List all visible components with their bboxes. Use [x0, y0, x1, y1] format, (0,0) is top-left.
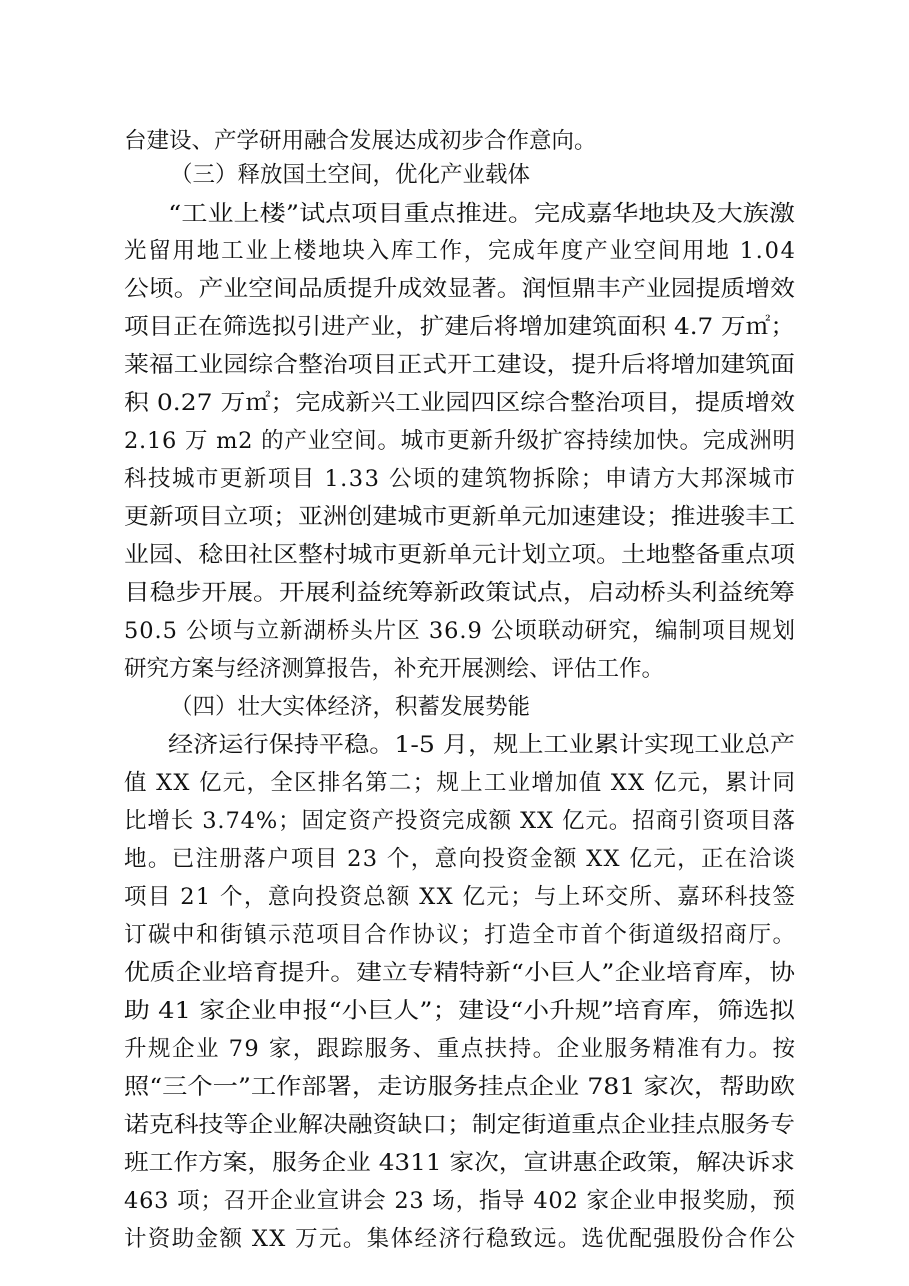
text-line-content: 订碳中和街镇示范项目合作协议；打造全市首个街道级招商厅。	[124, 922, 797, 948]
text-line	[0, 348, 909, 382]
text-line-content: 项目 21 个，意向投资总额 XX 亿元；与上环交所、嘉环科技签	[124, 884, 797, 910]
text-line	[0, 500, 909, 534]
text-line-content: 科技城市更新项目 1.33 公顷的建筑物拆除；申请方大邦深城市	[124, 466, 797, 492]
text-line	[0, 462, 909, 496]
text-line	[0, 1108, 909, 1142]
text-line	[0, 1184, 909, 1218]
section-heading-text: （三）释放国土空间，优化产业载体	[170, 162, 531, 188]
text-line	[0, 197, 909, 231]
text-line	[0, 652, 909, 686]
text-line	[0, 918, 909, 952]
text-line-content: 积 0.27 万㎡；完成新兴工业园四区综合整治项目，提质增效	[124, 390, 796, 416]
text-line-content: 463 项；召开企业宣讲会 23 场，指导 402 家企业申报奖励，预	[124, 1188, 796, 1214]
section-heading	[0, 158, 909, 192]
text-line-content: 比增长 3.74%；固定资产投资完成额 XX 亿元。招商引资项目落	[124, 808, 796, 834]
text-line-content: 计资助金额 XX 万元。集体经济行稳致远。选优配强股份合作公	[124, 1226, 797, 1252]
text-line	[0, 766, 909, 800]
text-line-content: 经济运行保持平稳。1-5 月，规上工业累计实现工业总产	[168, 732, 795, 758]
text-line-content: “工业上楼”试点项目重点推进。完成嘉华地块及大族激	[168, 201, 795, 227]
text-line-content: 2.16 万 m2 的产业空间。城市更新升级扩容持续加快。完成洲明	[124, 428, 796, 454]
text-line-content: 目稳步开展。开展利益统筹新政策试点，启动桥头利益统筹	[124, 580, 795, 606]
section-heading-text: （四）壮大实体经济，积蓄发展势能	[170, 694, 531, 720]
text-line	[0, 804, 909, 838]
text-line-content: 50.5 公顷与立新湖桥头片区 36.9 公顷联动研究，编制项目规划	[124, 618, 796, 644]
text-line	[0, 386, 909, 420]
text-line	[0, 124, 909, 158]
text-line-content: 莱福工业园综合整治项目正式开工建设，提升后将增加建筑面	[124, 352, 795, 378]
text-line	[0, 234, 909, 268]
text-line-content: 项目正在筛选拟引进产业，扩建后将增加建筑面积 4.7 万㎡；	[124, 314, 795, 340]
text-line	[0, 728, 909, 762]
text-line-content: 优质企业培育提升。建立专精特新“小巨人”企业培育库，协	[124, 960, 795, 986]
text-line	[0, 614, 909, 648]
section-heading	[0, 690, 909, 724]
text-line	[0, 576, 909, 610]
text-line-content: 班工作方案，服务企业 4311 家次，宣讲惠企政策，解决诉求	[124, 1150, 795, 1176]
text-line-content: 更新项目立项；亚洲创建城市更新单元加速建设；推进骏丰工	[124, 504, 795, 530]
text-line-content: 台建设、产学研用融合发展达成初步合作意向。	[124, 128, 597, 154]
text-line-content: 照“三个一”工作部署，走访服务挂点企业 781 家次，帮助欧	[124, 1074, 795, 1100]
text-line-content: 诺克科技等企业解决融资缺口；制定街道重点企业挂点服务专	[124, 1112, 795, 1138]
text-line	[0, 538, 909, 572]
text-line	[0, 1222, 909, 1256]
text-line-content: 值 XX 亿元，全区排名第二；规上工业增加值 XX 亿元，累计同	[124, 770, 797, 796]
text-line	[0, 310, 909, 344]
text-line	[0, 1146, 909, 1180]
text-line-content: 升规企业 79 家，跟踪服务、重点扶持。企业服务精准有力。按	[124, 1036, 797, 1062]
text-line-content: 助 41 家企业申报“小巨人”；建设“小升规”培育库，筛选拟	[124, 998, 795, 1024]
text-line-content: 研究方案与经济测算报告，补充开展测绘、评估工作。	[124, 656, 665, 682]
text-line-content: 公顷。产业空间品质提升成效显著。润恒鼎丰产业园提质增效	[124, 276, 795, 302]
text-line	[0, 842, 909, 876]
text-line	[0, 880, 909, 914]
text-line-content: 业园、稔田社区整村城市更新单元计划立项。土地整备重点项	[124, 542, 795, 568]
text-line	[0, 424, 909, 458]
text-line	[0, 272, 909, 306]
text-line	[0, 1070, 909, 1104]
text-line	[0, 956, 909, 990]
text-line	[0, 1032, 909, 1066]
text-line-content: 地。已注册落户项目 23 个，意向投资金额 XX 亿元，正在洽谈	[124, 846, 797, 872]
text-line	[0, 994, 909, 1028]
text-line-content: 光留用地工业上楼地块入库工作，完成年度产业空间用地 1.04	[124, 238, 797, 264]
